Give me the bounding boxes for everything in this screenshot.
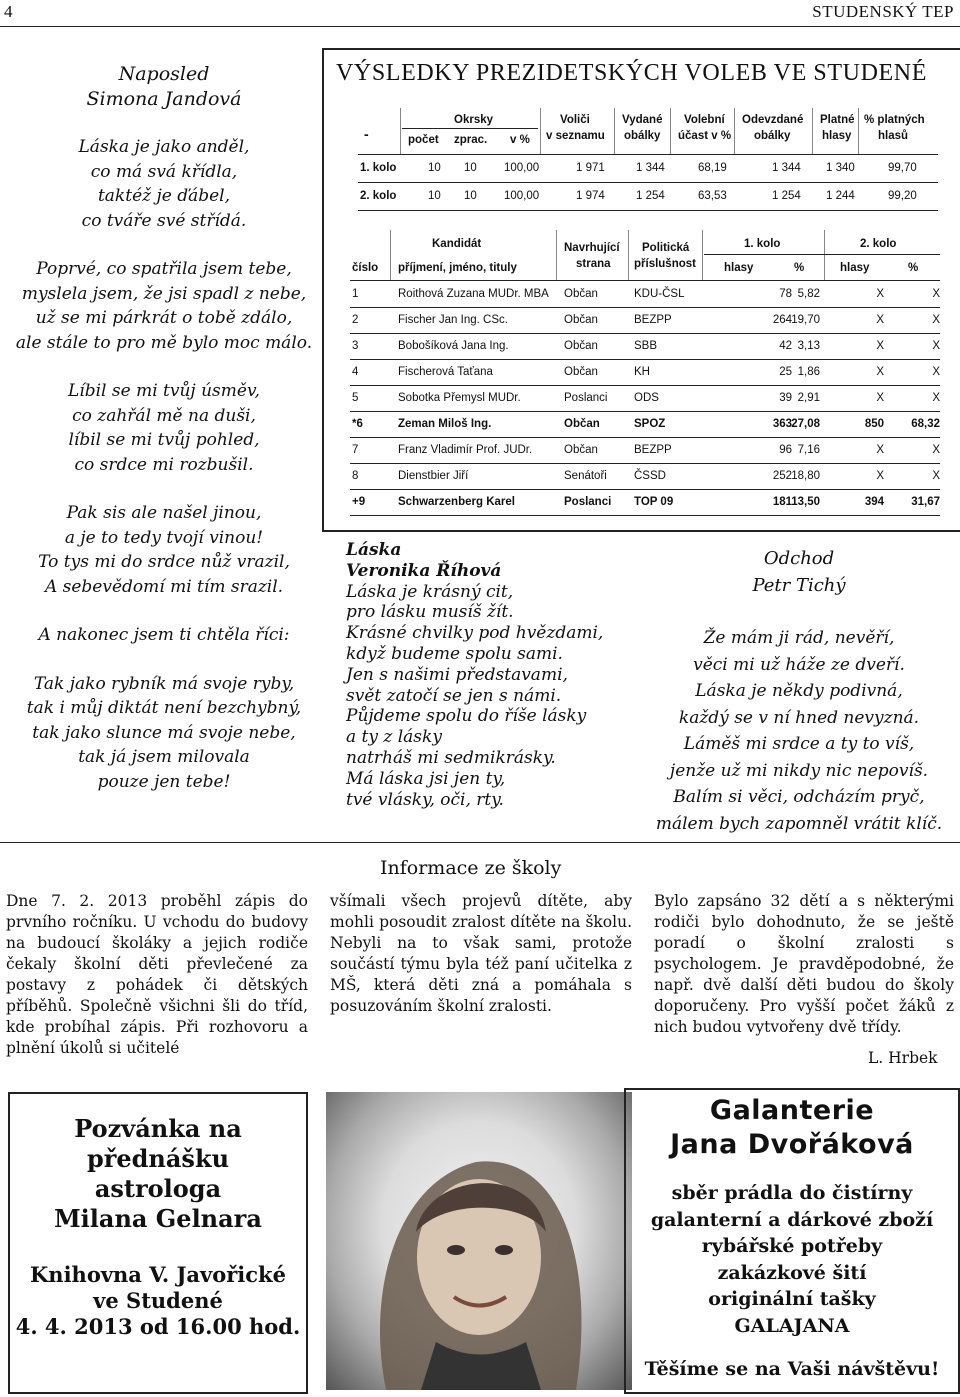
summary-table xyxy=(358,108,938,218)
lecture-line: Milana Gelnara xyxy=(54,1204,262,1233)
candidate-p2: X xyxy=(932,444,940,456)
candidate-num: +9 xyxy=(352,496,366,508)
candidate-party: Poslanci xyxy=(564,496,612,508)
lecture-ad xyxy=(8,1092,308,1394)
cand-h-jmeno: příjmení, jméno, tituly xyxy=(398,262,517,274)
candidate-v2: X xyxy=(876,366,884,378)
galanterie-ad xyxy=(624,1088,960,1394)
candidate-p1: 19,70 xyxy=(791,314,820,326)
summary-cell: 10 xyxy=(428,162,441,174)
candidate-p2: X xyxy=(932,288,940,300)
candidate-v1: 363 xyxy=(772,418,792,430)
summary-cell: 1. kolo xyxy=(360,162,397,174)
poem-line: málem bych zapomněl vrátit klíč. xyxy=(655,813,943,834)
election-title: VÝSLEDKY PREZIDETSKÝCH VOLEB VE STUDENÉ xyxy=(336,60,927,86)
poem-line: věci mi už háže ze dveří. xyxy=(693,654,905,675)
candidate-v2: 394 xyxy=(864,496,884,508)
poem-laska xyxy=(346,540,636,810)
candidate-p2: X xyxy=(932,366,940,378)
candidate-v1: 96 xyxy=(779,444,792,456)
summary-cell: 1 254 xyxy=(772,190,801,202)
candidate-v1: 78 xyxy=(779,288,792,300)
candidate-p1: 3,13 xyxy=(797,340,820,352)
candidate-v2: X xyxy=(876,288,884,300)
summary-cell: 100,00 xyxy=(504,162,540,174)
school-info-col3: Bylo zapsáno 32 dětí a s některými rodiči bylo dohodnuto, že se ještě poradí o školní zralosti s psychologem. Je pravděpodobné, že např. dvě další děti budou do školy doporučeny. Pro vyšší počet žáků z nich budou vytvořeny dvě třídy. xyxy=(654,892,954,1036)
candidate-affil: ČSSD xyxy=(634,470,666,482)
school-info-col2: všímali všech projevů dítěte, aby mohli posoudit zralost dítěte na školu. Nebyli na to však sami, protože součástí týmu byla též paní učitelka z MŠ, která děti zná a pomáhala s posuzováním školní zralosti. xyxy=(330,892,632,1015)
school-info-signature: L. Hrbek xyxy=(868,1049,938,1067)
election-results xyxy=(322,48,960,532)
poem-line: To tys mi do srdce nůž vrazil, xyxy=(38,552,290,572)
poem-line: Láska je krásný cit, xyxy=(346,581,514,602)
poem-line: natrháš mi sedmikrásky. xyxy=(346,747,556,768)
poem-line: Že mám ji rád, nevěří, xyxy=(703,628,895,648)
poem-line: svět zatočí se jen s námi. xyxy=(346,685,562,706)
astrologer-photo xyxy=(326,1092,632,1390)
poem-title: Naposled xyxy=(118,63,210,85)
portrait-illustration xyxy=(326,1092,632,1390)
poem-line: a ty z lásky xyxy=(346,727,442,748)
summary-cell: 100,00 xyxy=(504,190,540,202)
candidate-affil: SBB xyxy=(634,340,658,352)
poem-line: Láska je jako anděl, xyxy=(78,137,250,157)
candidate-p2: 68,32 xyxy=(911,418,940,430)
summary-cell: 1 974 xyxy=(576,190,605,202)
cand-h-kolo1: 1. kolo xyxy=(744,238,781,250)
summary-volebni-2: účast v % xyxy=(678,130,732,142)
section-divider xyxy=(0,842,960,843)
candidate-party: Občan xyxy=(564,418,600,430)
newspaper-title: STUDENSKÝ TEP xyxy=(812,2,954,21)
poem-line: Půjdeme spolu do říše lásky xyxy=(346,706,587,727)
summary-cell: 1 344 xyxy=(636,162,665,174)
candidate-party: Poslanci xyxy=(564,392,608,404)
candidate-party: Občan xyxy=(564,314,598,326)
summary-cell: 1 344 xyxy=(772,162,801,174)
poem-line: Jen s našimi představami, xyxy=(346,664,568,685)
candidate-v2: X xyxy=(876,392,884,404)
candidate-party: Občan xyxy=(564,366,598,378)
candidate-v1: 264 xyxy=(772,314,792,326)
shop-service: rybářské potřeby xyxy=(701,1235,883,1257)
poem-line: Láska je někdy podivná, xyxy=(695,681,903,701)
candidate-party: Občan xyxy=(564,288,598,300)
candidate-p1: 5,82 xyxy=(797,288,820,300)
lecture-place-line: ve Studené xyxy=(93,1288,223,1313)
summary-pct-platnych-2: hlasů xyxy=(878,130,909,142)
poem-line: jenže už mi nikdy nic nepovíš. xyxy=(669,760,929,781)
poem-line: myslela jsem, že jsi spadl z nebe, xyxy=(21,283,307,304)
candidate-affil: ODS xyxy=(634,392,659,404)
shop-name-1: Galanterie xyxy=(709,1095,875,1126)
cand-h-hlasy-1: hlasy xyxy=(724,262,754,274)
poem-line: taktéž je ďábel, xyxy=(97,186,231,206)
poem-author: Petr Tichý xyxy=(752,574,846,596)
candidate-name: Bobošíková Jana Ing. xyxy=(398,340,509,352)
candidate-party: Občan xyxy=(564,340,598,352)
candidate-p1: 27,08 xyxy=(791,418,820,430)
summary-dash: - xyxy=(364,126,369,142)
page-number: 4 xyxy=(4,2,13,21)
shop-service: sběr prádla do čistírny xyxy=(671,1182,913,1204)
cand-h-cislo: číslo xyxy=(352,262,379,274)
candidate-v1: 181 xyxy=(772,496,792,508)
cand-h-polit-1: Politická xyxy=(642,242,690,254)
shop-name-2: Jana Dvořáková xyxy=(670,1129,914,1160)
summary-cell: 63,53 xyxy=(698,190,727,202)
candidates-table xyxy=(350,230,940,520)
candidate-p2: X xyxy=(932,340,940,352)
candidate-name: Roithová Zuzana MUDr. MBA xyxy=(398,288,549,300)
candidate-affil: BEZPP xyxy=(634,444,672,456)
shop-footer: Těšíme se na Vaši návštěvu! xyxy=(644,1358,940,1380)
poem-naposled xyxy=(8,62,320,794)
candidate-p1: 13,50 xyxy=(791,496,820,508)
poem-line: Poprvé, co spatřila jsem tebe, xyxy=(36,259,292,279)
poem-line: líbil se mi tvůj pohled, xyxy=(68,430,260,450)
summary-volici-2: v seznamu xyxy=(546,130,605,142)
candidate-v2: 850 xyxy=(864,418,884,430)
poem-line: A nakonec jsem ti chtěla říci: xyxy=(38,625,290,645)
summary-cell: 1 971 xyxy=(576,162,605,174)
candidate-p2: 31,67 xyxy=(911,496,940,508)
summary-cell: 99,70 xyxy=(888,162,917,174)
candidate-v2: X xyxy=(876,444,884,456)
poem-line: co tváře své střídá. xyxy=(81,210,247,231)
summary-cell: 2. kolo xyxy=(360,190,397,202)
candidate-name: Fischer Jan Ing. CSc. xyxy=(398,314,508,326)
poem-line: už se mi párkrát o tobě zdálo, xyxy=(35,308,293,328)
shop-service: zakázkové šití xyxy=(717,1261,867,1284)
summary-cell: 10 xyxy=(428,190,441,202)
poem-line: když budeme spolu sami. xyxy=(346,643,563,664)
shop-service: GALAJANA xyxy=(734,1314,850,1337)
page-header xyxy=(0,0,960,27)
summary-vydane-1: Vydané xyxy=(622,114,663,126)
candidate-num: *6 xyxy=(352,418,363,430)
poem-line: Tak jako rybník má svoje ryby, xyxy=(33,673,295,694)
candidate-party: Senátoři xyxy=(564,470,607,482)
summary-okrsky: Okrsky xyxy=(454,114,494,126)
candidate-p1: 7,16 xyxy=(797,444,820,456)
candidate-num: 1 xyxy=(352,288,359,300)
poem-line: a je to tedy tvojí vinou! xyxy=(64,527,264,548)
candidate-name: Franz Vladimír Prof. JUDr. xyxy=(398,444,533,456)
poem-line: Krásné chvilky pod hvězdami, xyxy=(346,623,604,644)
cand-h-navrh-2: strana xyxy=(576,258,611,270)
poem-line: co srdce mi rozbušil. xyxy=(74,454,254,475)
poem-line: pouze jen tebe! xyxy=(97,771,231,792)
summary-cell: 1 254 xyxy=(636,190,665,202)
summary-cell: 10 xyxy=(464,162,477,174)
candidate-v1: 252 xyxy=(772,470,792,482)
summary-volebni-1: Volební xyxy=(684,114,725,126)
lecture-line: přednášku xyxy=(86,1144,230,1173)
candidate-num: 4 xyxy=(352,366,359,378)
candidate-affil: BEZPP xyxy=(634,314,672,326)
candidate-v2: X xyxy=(876,340,884,352)
poem-title: Odchod xyxy=(763,548,835,569)
candidate-name: Dienstbier Jiří xyxy=(398,470,469,482)
candidate-v2: X xyxy=(876,314,884,326)
poem-line: pro lásku musíš žít. xyxy=(346,602,514,623)
cand-h-pct-1: % xyxy=(794,262,805,274)
cand-h-polit-2: příslušnost xyxy=(634,258,696,270)
summary-odevzdane-1: Odevzdané xyxy=(742,114,804,126)
candidate-p2: X xyxy=(932,392,940,404)
cand-h-kolo2: 2. kolo xyxy=(860,238,897,250)
poem-line: co má svá křídla, xyxy=(90,161,238,182)
candidate-name: Fischerová Taťana xyxy=(398,366,493,378)
candidate-p1: 2,91 xyxy=(797,392,820,404)
cand-h-navrh-1: Navrhující xyxy=(564,242,620,254)
poem-line: Pak sis ale našel jinou, xyxy=(66,503,262,523)
summary-platne-2: hlasy xyxy=(822,130,852,142)
poem-line: každý se v ní hned nevyzná. xyxy=(678,707,920,728)
cand-h-kandidat: Kandidát xyxy=(432,238,482,250)
candidate-p2: X xyxy=(932,470,940,482)
shop-service: galanterní a dárkové zboží xyxy=(650,1208,934,1231)
candidate-num: 7 xyxy=(352,444,359,456)
poem-line: tak jako slunce má svoje nebe, xyxy=(32,722,296,743)
poem-odchod xyxy=(640,546,958,837)
lecture-line: astrologa xyxy=(94,1174,222,1203)
summary-zprac: zprac. xyxy=(454,134,488,146)
candidate-affil: TOP 09 xyxy=(634,496,674,508)
candidate-p1: 18,80 xyxy=(791,470,820,482)
candidate-p1: 1,86 xyxy=(797,366,820,378)
poem-line: Balím si věci, odcházím pryč, xyxy=(673,787,925,807)
lecture-place-line: Knihovna V. Javořické xyxy=(30,1262,286,1287)
candidate-v1: 42 xyxy=(779,340,792,352)
summary-platne-1: Platné xyxy=(820,114,855,126)
poem-line: A sebevědomí mi tím srazil. xyxy=(44,576,284,597)
candidate-v1: 39 xyxy=(779,392,792,404)
poem-author: Veronika Říhová xyxy=(346,560,502,581)
candidate-party: Občan xyxy=(564,444,598,456)
summary-cell: 68,19 xyxy=(698,162,727,174)
summary-vpct: v % xyxy=(510,134,530,146)
summary-odevzdane-2: obálky xyxy=(754,130,791,142)
summary-cell: 99,20 xyxy=(888,190,917,202)
summary-cell: 1 340 xyxy=(826,162,855,174)
lecture-place-line: 4. 4. 2013 od 16.00 hod. xyxy=(15,1314,301,1339)
candidate-num: 2 xyxy=(352,314,359,326)
poem-line: co zahřál mě na duši, xyxy=(72,405,256,426)
summary-cell: 1 244 xyxy=(826,190,855,202)
candidate-name: Zeman Miloš Ing. xyxy=(398,418,492,430)
candidate-v2: X xyxy=(876,470,884,482)
candidate-p2: X xyxy=(932,314,940,326)
poem-line: Má láska jsi jen ty, xyxy=(346,768,506,789)
school-info-col1: Dne 7. 2. 2013 proběhl zápis do prvního ročníku. U vchodu do budovy na budoucí školáky a jejich rodiče čekaly školní děti převlečené za postavy z pohádek či dětských příběhů. Společně všichni šli do tříd, kde probíhal zápis. Při rozhovoru a plnění úkolů si učitelé xyxy=(6,892,308,1057)
cand-h-pct-2: % xyxy=(908,262,919,274)
candidate-affil: KDU-ČSL xyxy=(634,288,685,300)
cand-h-hlasy-2: hlasy xyxy=(840,262,870,274)
candidate-name: Schwarzenberg Karel xyxy=(398,496,515,508)
summary-volici-1: Voliči xyxy=(560,114,590,126)
candidate-num: 5 xyxy=(352,392,359,404)
candidate-name: Sobotka Přemysl MUDr. xyxy=(398,392,521,404)
school-info-title: Informace ze školy xyxy=(380,857,562,879)
summary-vydane-2: obálky xyxy=(624,130,661,142)
candidate-affil: SPOZ xyxy=(634,418,666,430)
poem-line: Líbil se mi tvůj úsměv, xyxy=(68,381,260,401)
summary-cell: 10 xyxy=(464,190,477,202)
candidate-affil: KH xyxy=(634,366,650,378)
lecture-line: Pozvánka na xyxy=(74,1114,242,1143)
poem-line: Láměš mi srdce a ty to víš, xyxy=(683,734,915,754)
poem-line: tvé vlásky, oči, rty. xyxy=(346,789,504,810)
summary-pocet: počet xyxy=(408,134,439,146)
shop-service: originální tašky xyxy=(708,1288,876,1310)
poem-title: Láska xyxy=(346,540,402,560)
poem-line: ale stále to pro mě bylo moc málo. xyxy=(15,332,313,353)
poem-line: tak i můj diktát není bezchybný, xyxy=(26,698,302,718)
candidate-num: 3 xyxy=(352,340,359,352)
candidate-v1: 25 xyxy=(779,366,792,378)
summary-pct-platnych-1: % platných xyxy=(864,114,925,126)
poem-line: tak já jsem milovala xyxy=(78,747,250,767)
candidate-num: 8 xyxy=(352,470,359,482)
poem-author: Simona Jandová xyxy=(86,87,242,110)
